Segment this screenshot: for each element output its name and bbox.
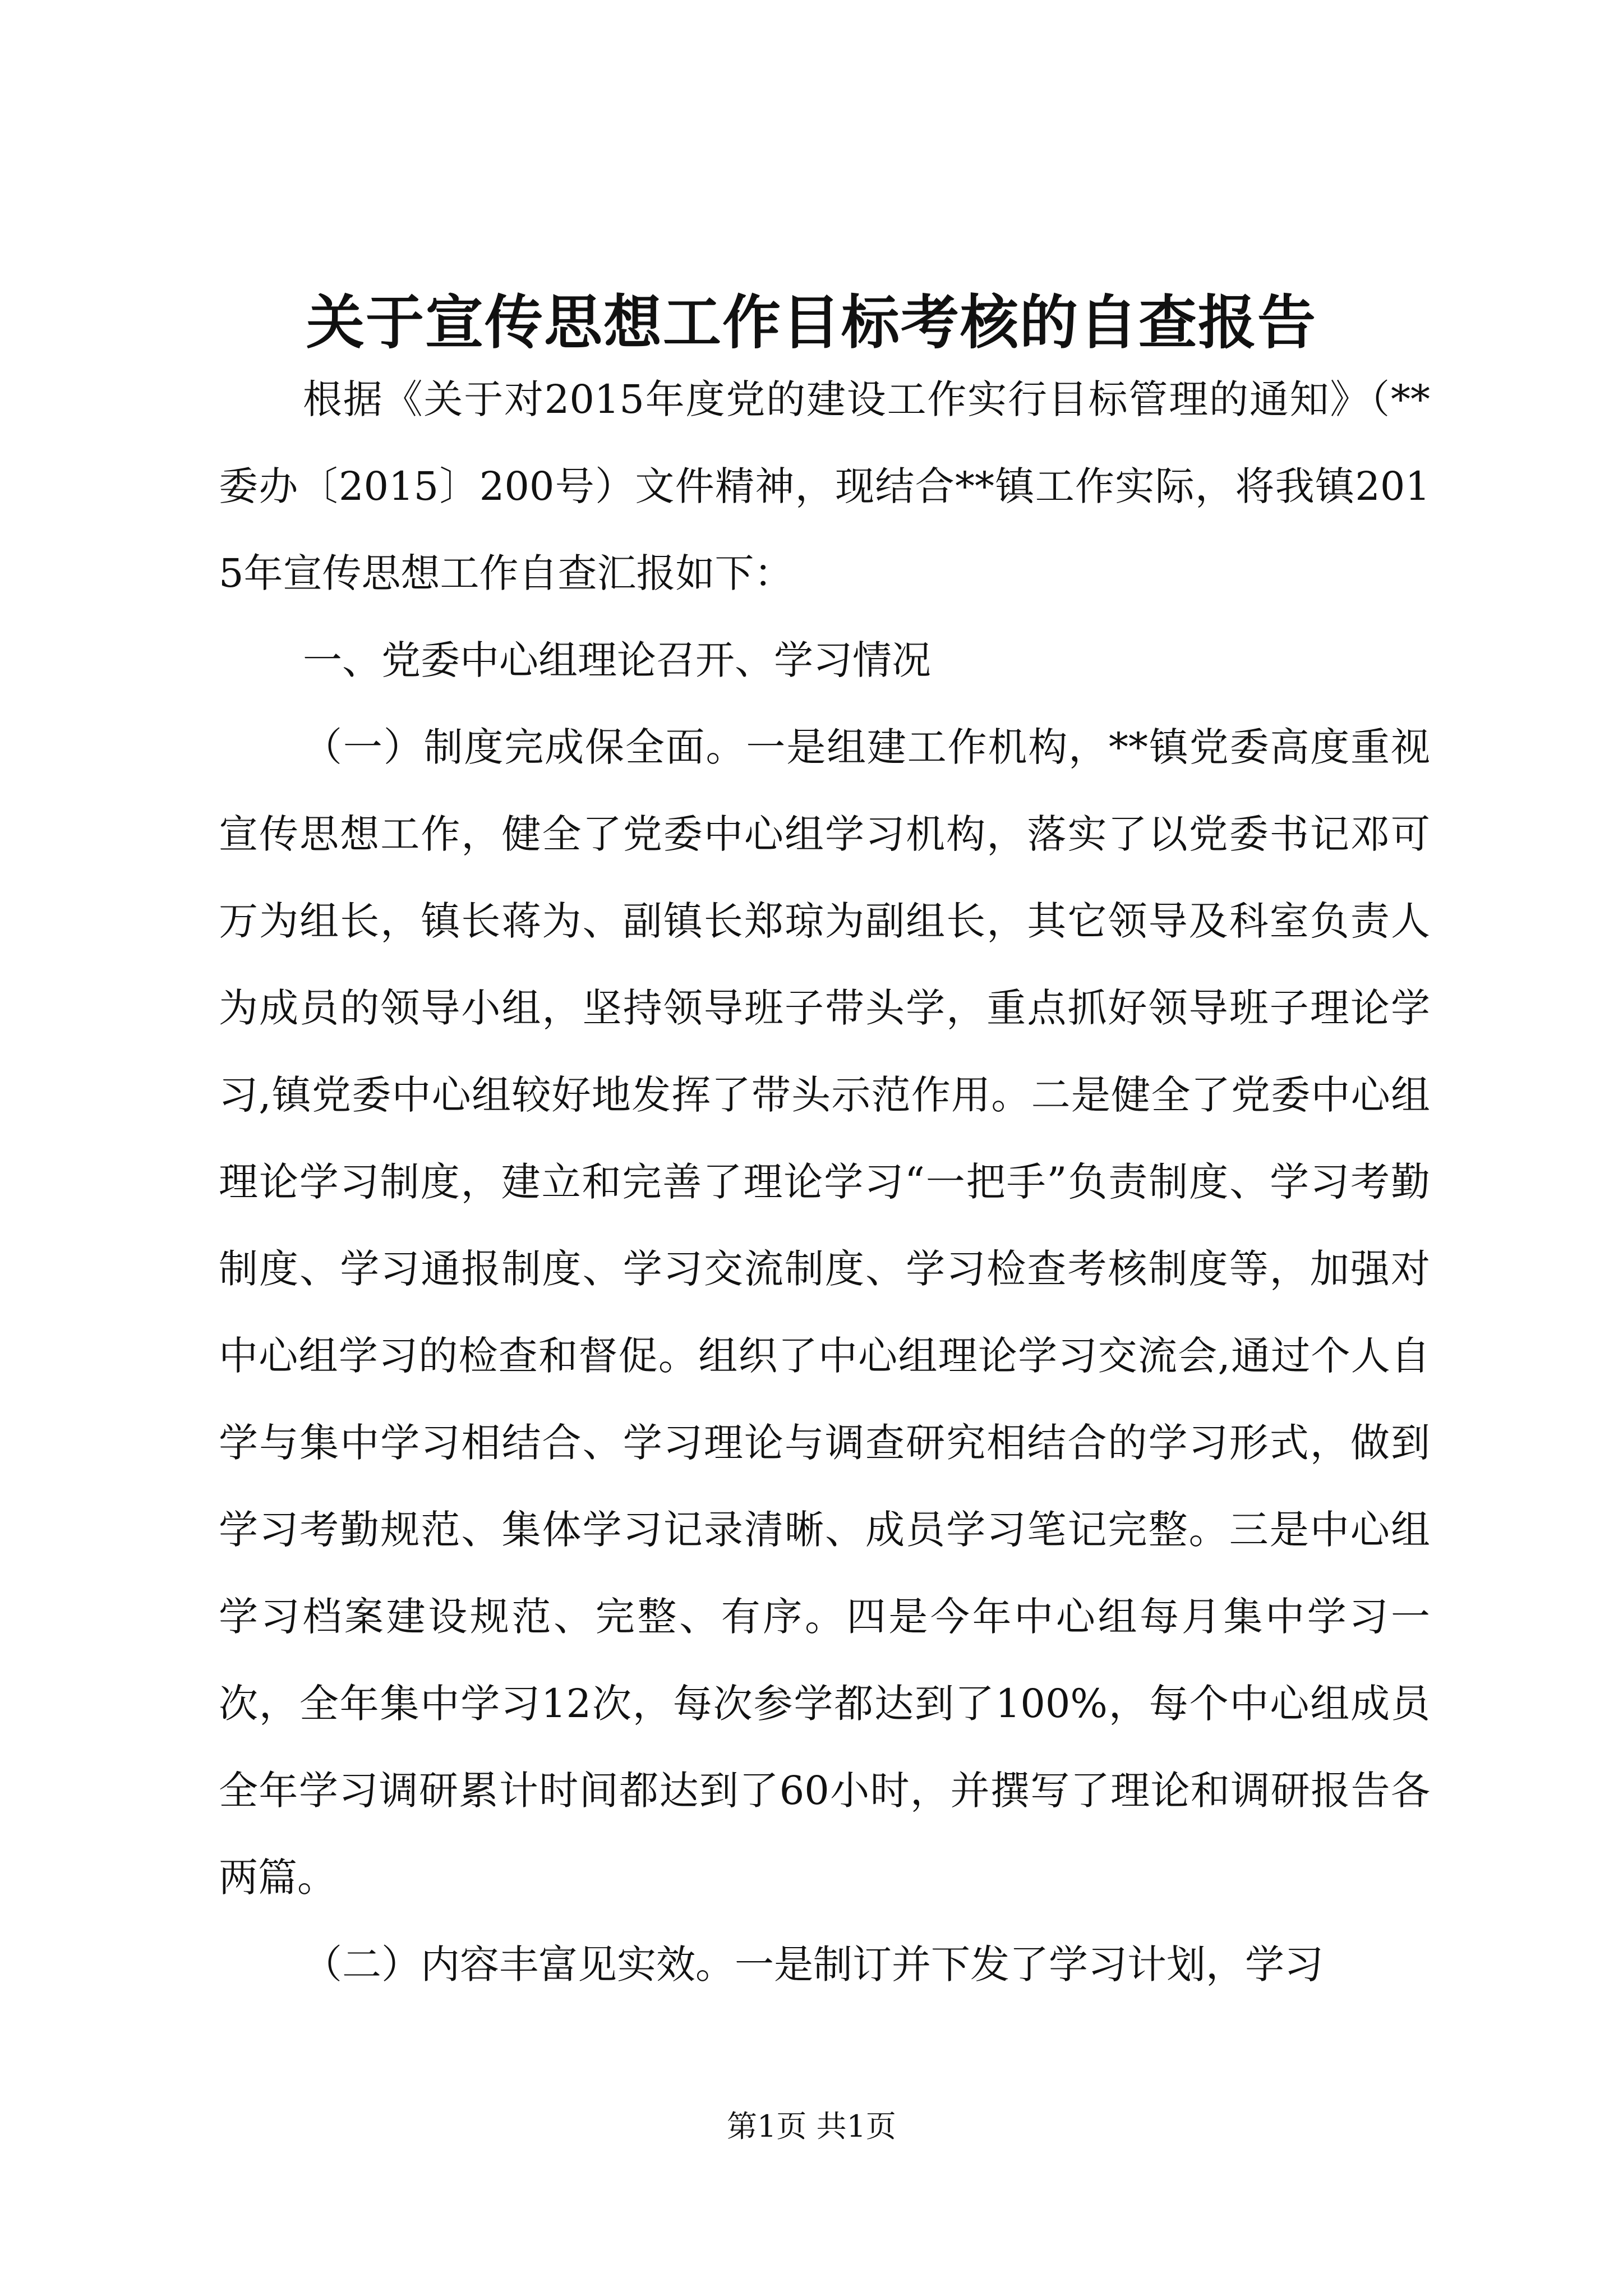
page-footer: 第1页 共1页 [727,2109,896,2144]
subsection-paragraph-2: （二）内容丰富见实效。一是制订并下发了学习计划，学习 [303,1941,1324,1987]
section-heading-1: 一、党委中心组理论召开、学习情况 [303,637,931,683]
subsection-paragraph-1: （一）制度完成保全面。一是组建工作机构，**镇党委高度重视宣传思想工作，健全了党委中心组学习机构，落实了以党委书记邓可万为组长，镇长蒋为、副镇长郑琼为副组长，其它领导及科室负责人为成员的领导小组，坚持领导班子带头学，重点抓好领导班子理论学习,镇党委中心组较好地发挥了带头示范作用。二是健全了党委中心组理论学习制度，建立和完善了理论学习“一把手”负责制度、学习考勤制度、学习通报制度、学习交流制度、学习检查考核制度等，加强对中心组学习的检查和督促。组织了中心组理论学习交流会,通过个人自学与集中学习相结合、学习理论与调查研究相结合的学习形式，做到学习考勤规范、集体学习记录清晰、成员学习笔记完整。三是中心组学习档案建设规范、完整、有序。四是今年中心组每月集中学习一次，全年集中学习12次，每次参学都达到了100%，每个中心组成员全年学习调研累计时间都达到了60小时，并撰写了理论和调研报告各两篇。 [219,724,1430,1901]
document-body [219,356,1430,2008]
document-title: 关于宣传思想工作目标考核的自查报告 [306,288,1317,357]
intro-paragraph: 根据《关于对2015年度党的建设工作实行目标管理的通知》（**委办〔2015〕200号）文件精神，现结合**镇工作实际，将我镇2015年宣传思想工作自查汇报如下： [219,376,1430,596]
